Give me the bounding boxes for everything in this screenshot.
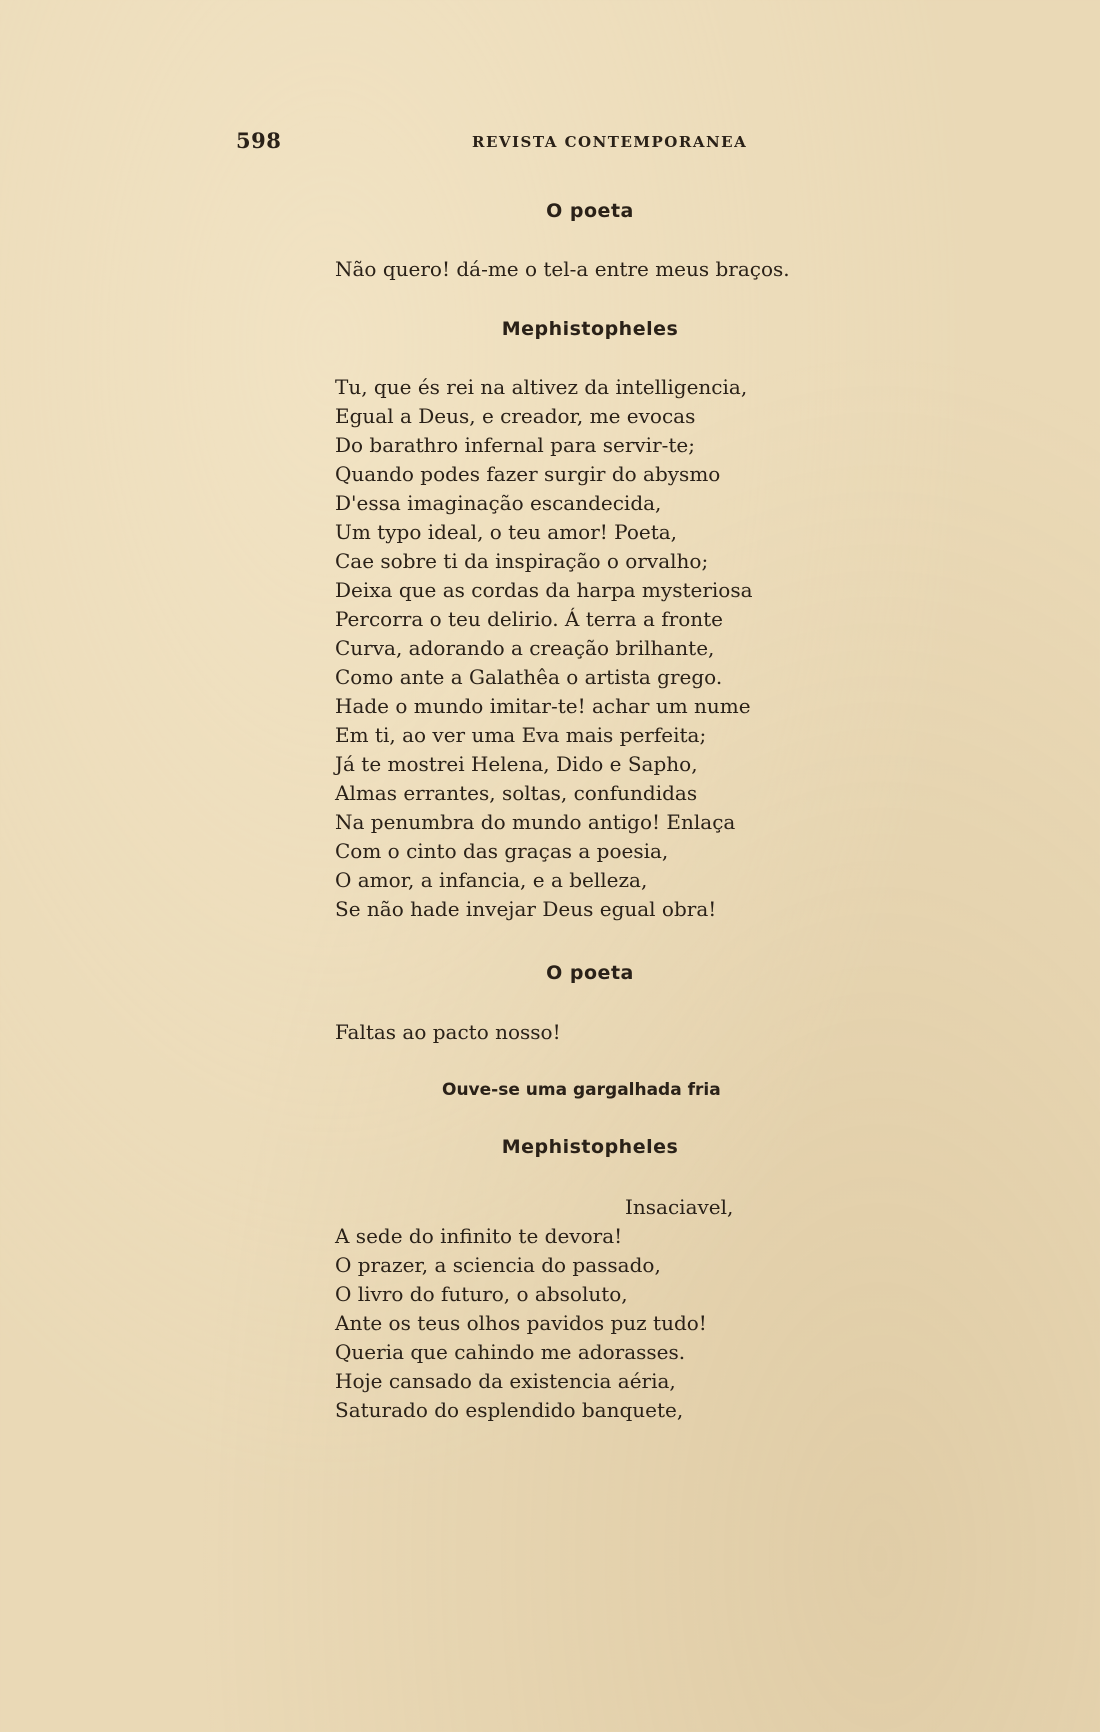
verse-line: Com o cinto das graças a poesia, <box>335 839 669 863</box>
speaker-name: Mephistopheles <box>501 318 679 340</box>
verse-line: Deixa que as cordas da harpa mysteriosa <box>335 578 753 602</box>
verse-line: O livro do futuro, o absoluto, <box>335 1282 628 1306</box>
page-header <box>236 128 956 158</box>
verse-line: Faltas ao pacto nosso! <box>335 1020 561 1044</box>
verse-line: Já te mostrei Helena, Dido e Sapho, <box>335 752 698 776</box>
verse-line: O prazer, a sciencia do passado, <box>335 1253 661 1277</box>
verse-stanza <box>335 1193 733 1425</box>
verse-line: Hade o mundo imitar-te! achar um nume <box>335 694 751 718</box>
stage-direction: Ouve-se uma gargalhada fria <box>442 1080 721 1100</box>
verse-line: Um typo ideal, o teu amor! Poeta, <box>335 520 678 544</box>
verse-line: Cae sobre ti da inspiração o orvalho; <box>335 549 709 573</box>
verse-line: A sede do infinito te devora! <box>335 1224 623 1248</box>
verse-line: Quando podes fazer surgir do abysmo <box>335 462 721 486</box>
verse-line: Almas errantes, soltas, confundidas <box>335 781 698 805</box>
speaker-name: Mephistopheles <box>501 1136 679 1158</box>
verse-line: Em ti, ao ver uma Eva mais perfeita; <box>335 723 707 747</box>
verse-line: Não quero! dá-me o tel-a entre meus braços. <box>335 257 790 281</box>
verse-stanza <box>335 373 753 924</box>
speaker-name: O poeta <box>546 200 634 222</box>
verse-line: Como ante a Galathêa o artista grego. <box>335 665 723 689</box>
verse-line: Egual a Deus, e creador, me evocas <box>335 404 696 428</box>
page-number: 598 <box>236 128 282 153</box>
verse-line: D'essa imaginação escandecida, <box>335 491 662 515</box>
verse-line: Percorra o teu delirio. Á terra a fronte <box>335 607 724 631</box>
running-title: REVISTA CONTEMPORANEA <box>472 133 748 151</box>
verse-line: Insaciavel, <box>625 1195 734 1219</box>
verse-line: Do barathro infernal para servir-te; <box>335 433 696 457</box>
verse-line: Curva, adorando a creação brilhante, <box>335 636 715 660</box>
verse-line: Na penumbra do mundo antigo! Enlaça <box>335 810 736 834</box>
verse-line: O amor, a infancia, e a belleza, <box>335 868 648 892</box>
verse-line: Saturado do esplendido banquete, <box>335 1398 684 1422</box>
verse-line: Tu, que és rei na altivez da intelligencia, <box>335 375 748 399</box>
verse-line: Queria que cahindo me adorasses. <box>335 1340 686 1364</box>
speaker-name: O poeta <box>546 962 634 984</box>
verse-line: Ante os teus olhos pavidos puz tudo! <box>335 1311 707 1335</box>
verse-line: Hoje cansado da existencia aéria, <box>335 1369 676 1393</box>
verse-line: Se não hade invejar Deus egual obra! <box>335 897 717 921</box>
